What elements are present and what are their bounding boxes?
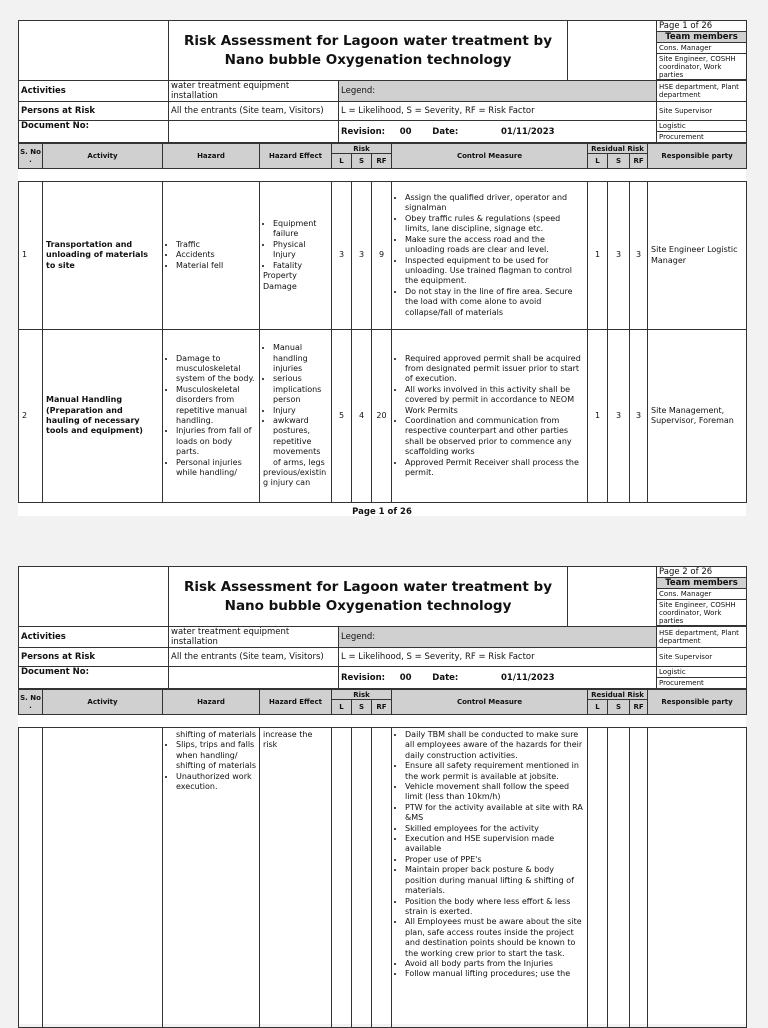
hazard-item: • Traffic — [176, 240, 256, 250]
document-page-2 — [18, 566, 746, 1024]
risk-rf: 9 — [372, 182, 392, 330]
control-item: • Skilled employees for the activity — [405, 824, 584, 834]
effect-item: • Physical Injury — [273, 240, 328, 261]
risk-rf: 20 — [372, 330, 392, 503]
col-residual: Residual Risk — [588, 144, 648, 154]
col-hazard-effect: Hazard Effect — [260, 690, 332, 715]
col-sno: S. No . — [19, 690, 43, 715]
team-member: Cons. Manager — [657, 589, 747, 600]
team-member: Site Supervisor — [657, 648, 747, 667]
team-members-label: Team members — [657, 578, 747, 589]
residual-s: 3 — [608, 182, 630, 330]
col-s: S — [352, 154, 372, 169]
risk-s: 4 — [352, 330, 372, 503]
control-item: • All Employees must be aware about the site plan, safe access routes inside the project and destination points should be known to the working crew prior to start the task. — [405, 917, 584, 959]
date-label: Date: — [432, 672, 459, 683]
residual-rf: 3 — [630, 182, 648, 330]
control-item: • All works involved in this activity shall be covered by permit in accordance to NEOM Work Permits — [405, 385, 584, 416]
page-label: Page 1 of 26 — [657, 21, 747, 32]
col-hazard-effect: Hazard Effect — [260, 144, 332, 169]
effect-item: • Fatality — [273, 261, 328, 271]
legend-value: L = Likelihood, S = Severity, RF = Risk Factor — [339, 102, 657, 121]
effect-item: • serious implications person — [273, 374, 328, 405]
column-header — [18, 143, 747, 169]
col-hazard: Hazard — [163, 690, 260, 715]
row-controls — [392, 728, 588, 1028]
col-residual: Residual Risk — [588, 690, 648, 700]
row-hazards — [163, 728, 260, 1028]
hazard-item: shifting of materials — [176, 730, 256, 739]
control-item: • Position the body where less effort & less strain is exerted. — [405, 897, 584, 918]
row-activity: Transportation and unloading of materials to site — [43, 182, 163, 330]
row-number: 1 — [19, 182, 43, 330]
col-l: L — [332, 700, 352, 715]
col-activity: Activity — [43, 144, 163, 169]
control-item: • Obey traffic rules & regulations (speed limits, lane discipline, signage etc. — [405, 214, 584, 235]
document-page-1 — [18, 20, 746, 516]
row-number: 2 — [19, 330, 43, 503]
residual-l: 1 — [588, 182, 608, 330]
control-item: • Required approved permit shall be acquired from designated permit issuer prior to start of execution. — [405, 354, 584, 385]
responsible-party: Site Management, Supervisor, Foreman — [648, 330, 747, 503]
table-row — [19, 728, 747, 1028]
risk-table-continued — [18, 727, 747, 1028]
page-label: Page 2 of 26 — [657, 567, 747, 578]
risk-l: 3 — [332, 182, 352, 330]
row-controls — [392, 330, 588, 503]
doc-no-label: Document No: — [19, 667, 169, 689]
risk-table — [18, 181, 747, 503]
col-rf: RF — [372, 154, 392, 169]
risk-l: 5 — [332, 330, 352, 503]
table-row — [19, 330, 747, 503]
control-item: • Avoid all body parts from the Injuries — [405, 959, 584, 969]
col-hazard: Hazard — [163, 144, 260, 169]
responsible-party: Site Engineer Logistic Manager — [648, 182, 747, 330]
control-item: • Inspected equipment to be used for unloading. Use trained flagman to control the equipment. — [405, 256, 584, 287]
control-item: • Daily TBM shall be conducted to make sure all employees aware of the hazards for their daily construction activities. — [405, 730, 584, 761]
team-member: Site Supervisor — [657, 102, 747, 121]
col-responsible: Responsible party — [648, 690, 747, 715]
col-res-s: S — [608, 700, 630, 715]
table-row — [19, 182, 747, 330]
hazard-item: • Accidents — [176, 250, 256, 260]
team-member: Logistic — [657, 121, 747, 132]
hazard-item: • Musculoskeletal disorders from repetitive manual handling. — [176, 385, 256, 427]
col-risk: Risk — [332, 690, 392, 700]
hazard-item: • Damage to musculoskeletal system of the body. — [176, 354, 256, 385]
activities-value: water treatment equipment installation — [169, 81, 339, 102]
row-activity: Manual Handling (Preparation and hauling of necessary tools and equipment) — [43, 330, 163, 503]
effect-item: • Injury — [273, 406, 328, 416]
row-effects — [260, 182, 332, 330]
persons-label: Persons at Risk — [19, 102, 169, 121]
hazard-item: • Material fell — [176, 261, 256, 271]
document-title: Risk Assessment for Lagoon water treatment by Nano bubble Oxygenation technology — [169, 567, 568, 627]
col-control: Control Measure — [392, 690, 588, 715]
revision-value: 00 — [399, 672, 412, 683]
row-hazards — [163, 182, 260, 330]
col-res-l: L — [588, 154, 608, 169]
risk-s: 3 — [352, 182, 372, 330]
effect-item: increase the risk — [260, 728, 332, 1028]
col-rf: RF — [372, 700, 392, 715]
persons-value: All the entrants (Site team, Visitors) — [169, 648, 339, 667]
team-member: Site Engineer, COSHH coordinator, Work parties — [657, 54, 747, 80]
col-res-rf: RF — [630, 154, 648, 169]
persons-label: Persons at Risk — [19, 648, 169, 667]
team-member: Site Engineer, COSHH coordinator, Work parties — [657, 600, 747, 626]
page-footer: Page 1 of 26 — [352, 507, 412, 517]
row-effects — [260, 330, 332, 503]
col-responsible: Responsible party — [648, 144, 747, 169]
residual-l: 1 — [588, 330, 608, 503]
col-res-rf: RF — [630, 700, 648, 715]
col-res-l: L — [588, 700, 608, 715]
effect-item: • Manual handling injuries — [273, 343, 328, 374]
document-title: Risk Assessment for Lagoon water treatment by Nano bubble Oxygenation technology — [169, 21, 568, 81]
control-item: • Coordination and communication from respective counterpart and other parties shall be observed prior to commence any scaffolding works — [405, 416, 584, 458]
team-member: Procurement — [657, 132, 747, 143]
revision-value: 00 — [399, 126, 412, 137]
control-item: • Vehicle movement shall follow the speed limit (less than 10km/h) — [405, 782, 584, 803]
effect-tail: previous/existing injury can — [263, 468, 327, 488]
control-item: • Do not stay in the line of fire area. Secure the load with come alone to avoid collapse/fall of materials — [405, 287, 584, 318]
team-member: Logistic — [657, 667, 747, 678]
activities-value: water treatment equipment installation — [169, 627, 339, 648]
activities-label: Activities — [19, 81, 169, 102]
header-table — [18, 20, 747, 143]
date-value: 01/11/2023 — [501, 672, 555, 683]
effect-item: • Equipment failure — [273, 219, 328, 240]
persons-value: All the entrants (Site team, Visitors) — [169, 102, 339, 121]
control-item: • Execution and HSE supervision made available — [405, 834, 584, 855]
col-activity: Activity — [43, 690, 163, 715]
col-control: Control Measure — [392, 144, 588, 169]
team-member: Procurement — [657, 678, 747, 689]
col-l: L — [332, 154, 352, 169]
hazard-item: • Slips, trips and falls when handling/ shifting of materials — [176, 740, 256, 771]
team-member: HSE department, Plant department — [657, 81, 747, 102]
row-controls — [392, 182, 588, 330]
control-item: • PTW for the activity available at site with RA &MS — [405, 803, 584, 824]
control-item: • Proper use of PPE's — [405, 855, 584, 865]
doc-no-label: Document No: — [19, 121, 169, 143]
control-item: • Ensure all safety requirement mentioned in the work permit is available at jobsite. — [405, 761, 584, 782]
team-member: HSE department, Plant department — [657, 627, 747, 648]
col-risk: Risk — [332, 144, 392, 154]
team-member: Cons. Manager — [657, 43, 747, 54]
col-res-s: S — [608, 154, 630, 169]
residual-rf: 3 — [630, 330, 648, 503]
hazard-item: • Injuries from fall of loads on body parts. — [176, 426, 256, 457]
revision-label: Revision: — [341, 672, 386, 683]
col-s: S — [352, 700, 372, 715]
header-table — [18, 566, 747, 689]
control-item: • Make sure the access road and the unloading roads are clear and level. — [405, 235, 584, 256]
hazard-item: • Personal injuries while handling/ — [176, 458, 256, 479]
date-value: 01/11/2023 — [501, 126, 555, 137]
team-members-label: Team members — [657, 32, 747, 43]
effect-tail: Property Damage — [263, 271, 297, 291]
activities-label: Activities — [19, 627, 169, 648]
control-item: • Assign the qualified driver, operator and signalman — [405, 193, 584, 214]
control-item: • Approved Permit Receiver shall process the permit. — [405, 458, 584, 479]
legend-value: L = Likelihood, S = Severity, RF = Risk Factor — [339, 648, 657, 667]
effect-item: • awkward postures, repetitive movements of arms, legs — [273, 416, 328, 468]
hazard-item: • Unauthorized work execution. — [176, 772, 256, 793]
row-hazards — [163, 330, 260, 503]
legend-label: Legend: — [339, 627, 657, 648]
date-label: Date: — [432, 126, 459, 137]
column-header — [18, 689, 747, 715]
legend-label: Legend: — [339, 81, 657, 102]
control-item: • Maintain proper back posture & body position during manual lifting & shifting of materials. — [405, 865, 584, 896]
col-sno: S. No . — [19, 144, 43, 169]
revision-label: Revision: — [341, 126, 386, 137]
residual-s: 3 — [608, 330, 630, 503]
control-item: • Follow manual lifting procedures; use the — [405, 969, 584, 979]
